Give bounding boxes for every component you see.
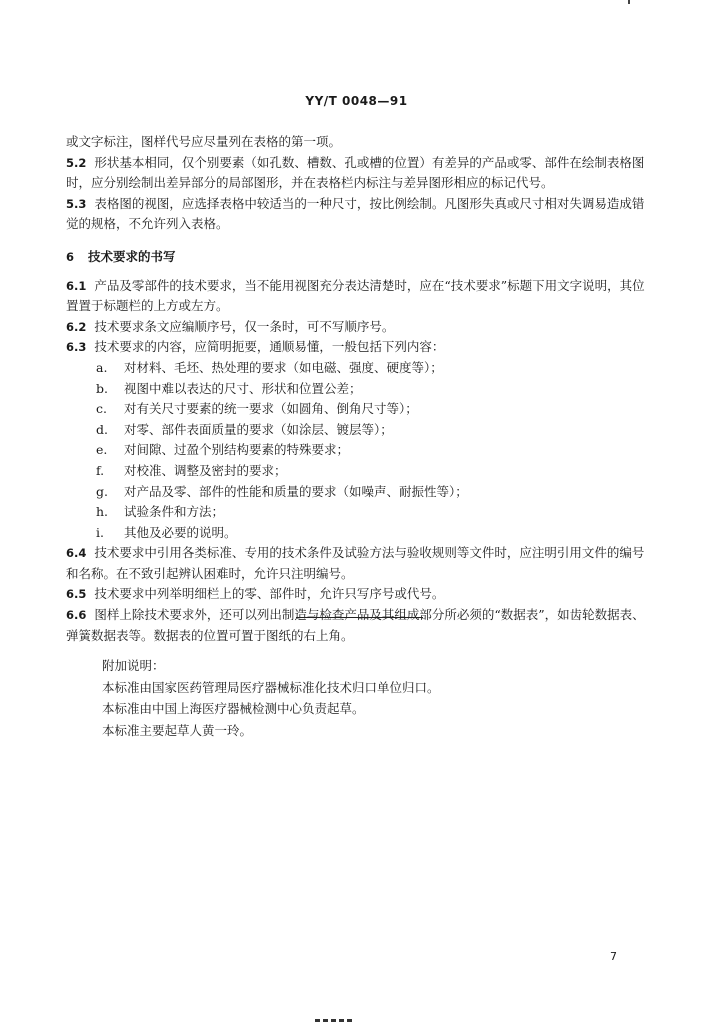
note-line: 本标准由中国上海医疗器械检测中心负责起草。 (102, 701, 365, 716)
clause (66, 153, 648, 194)
section-number: 6 (66, 249, 75, 264)
clause (66, 132, 648, 153)
clause-text: 图样上除技术要求外，还可以列出制造与检查产品及其组成部分所必须的“数据表”，如齿轮数据表、弹簧数据表等。数据表的位置可置于图纸的右上角。 (66, 607, 645, 643)
list-item (66, 523, 648, 544)
list-item-mark: c. (96, 401, 107, 417)
list-item-text: 对有关尺寸要素的统一要求（如圆角、倒角尺寸等）； (124, 401, 418, 417)
clause-number: 6.1 (66, 278, 87, 293)
clause-number: 6.3 (66, 340, 87, 355)
requirement-items (66, 358, 648, 543)
list-item-mark: e. (96, 442, 108, 458)
list-item-text: 对间隙、过盈个别结构要素的特殊要求； (124, 442, 350, 458)
clause-number: 5.2 (66, 155, 87, 170)
list-item-text: 视图中难以表达的尺寸、形状和位置公差； (124, 380, 362, 396)
note-line: 本标准由国家医药管理局医疗器械标准化技术归口单位归口。 (102, 679, 440, 695)
list-item-mark: f. (96, 462, 105, 478)
clauses-group-b (66, 543, 648, 646)
list-item-text: 对校准、调整及密封的要求； (124, 462, 287, 478)
list-item-mark: h. (96, 504, 109, 520)
clause (66, 337, 648, 358)
clause-number: 6.6 (66, 608, 87, 623)
list-item-text: 其他及必要的说明。 (124, 524, 237, 540)
list-item (66, 440, 648, 461)
standard-header: YY/T 0048—91 (305, 94, 408, 108)
page-number: 7 (610, 950, 617, 963)
clauses-group-a (66, 276, 648, 358)
list-item (66, 461, 648, 482)
clause-number: 6.4 (66, 546, 87, 561)
section-title: 技术要求的书写 (88, 248, 176, 264)
clause-text: 或文字标注，图样代号应尽量列在表格的第一项。 (66, 134, 342, 149)
body-text (66, 132, 648, 646)
clause-text: 产品及零部件的技术要求，当不能用视图充分表达清楚时，应在“技术要求”标题下用文字说明，其位置置于标题栏的上方或左方。 (66, 277, 645, 314)
clause (66, 605, 648, 646)
list-item-mark: d. (96, 421, 108, 437)
notes-title: 附加说明： (102, 658, 165, 673)
clause-text: 技术要求中列举明细栏上的零、部件时，允许只写序号或代号。 (94, 586, 445, 602)
intro-clauses (66, 132, 648, 235)
list-item (66, 399, 648, 420)
list-item (66, 420, 648, 441)
clause (66, 543, 648, 584)
list-item-mark: a. (96, 359, 108, 375)
list-item-mark: i. (96, 524, 104, 540)
list-item (66, 379, 648, 400)
clause-text: 技术要求中引用各类标准、专用的技术条件及试验方法与验收规则等文件时，应注明引用文件的编号和名称。在不致引起辨认困难时，允许只注明编号。 (66, 545, 645, 581)
scan-mark-bottom (315, 1019, 355, 1022)
notes-lines (102, 677, 622, 742)
scan-mark (628, 0, 630, 4)
list-item-mark: g. (96, 483, 108, 499)
clause (66, 194, 648, 235)
clause-number: 6.2 (66, 319, 87, 334)
clause (66, 317, 648, 338)
clause-number: 6.5 (66, 587, 87, 602)
list-item (66, 358, 648, 379)
clause-text: 技术要求条文应编顺序号，仅一条时，可不写顺序号。 (94, 318, 395, 334)
section-heading (66, 247, 648, 268)
additional-notes (102, 655, 622, 741)
clause (66, 584, 648, 605)
list-item-text: 对零、部件表面质量的要求（如涂层、镀层等）； (124, 421, 393, 437)
list-item (66, 482, 648, 503)
list-item-text: 试验条件和方法； (124, 504, 225, 520)
end-rule (296, 617, 423, 618)
clause-text: 技术要求的内容，应简明扼要，通顺易懂，一般包括下列内容： (94, 339, 445, 355)
clause-text: 形状基本相同，仅个别要素（如孔数、槽数、孔或槽的位置）有差异的产品或零、部件在绘制表格图时，应分别绘制出差异部分的局部图形，并在表格栏内标注与差异图形相应的标记代号。 (66, 154, 645, 191)
note-line: 本标准主要起草人黄一玲。 (102, 722, 253, 738)
clause (66, 276, 648, 317)
list-item-text: 对产品及零、部件的性能和质量的要求（如噪声、耐振性等）； (124, 483, 468, 499)
list-item-text: 对材料、毛坯、热处理的要求（如电磁、强度、硬度等）； (124, 359, 443, 375)
clause-text: 表格图的视图，应选择表格中较适当的一种尺寸，按比例绘制。凡图形失真或尺寸相对失调易造成错觉的规格，不允许列入表格。 (66, 195, 645, 232)
clause-number: 5.3 (66, 196, 87, 211)
list-item (66, 502, 648, 523)
list-item-mark: b. (96, 380, 108, 396)
